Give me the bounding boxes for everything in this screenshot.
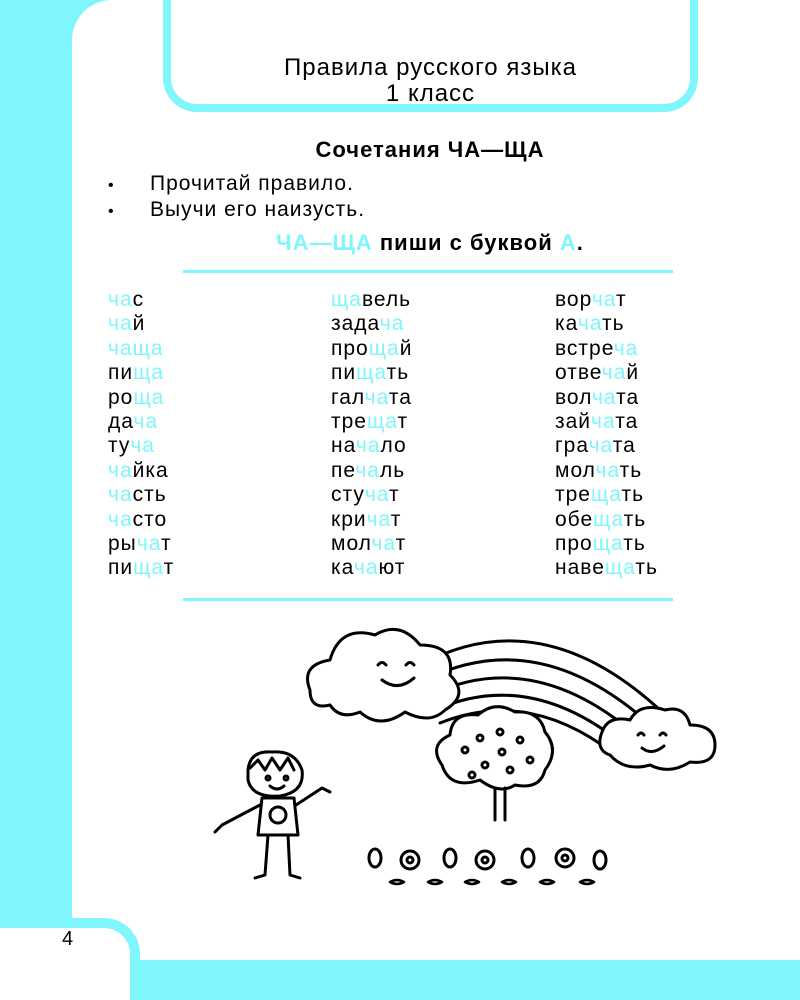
word-highlight: ща (592, 531, 624, 555)
word-part: мол (331, 531, 372, 555)
word-highlight: ща (593, 507, 624, 531)
instruction-item (108, 172, 354, 196)
word-part: обе (555, 507, 594, 531)
word-part: с (132, 288, 145, 311)
word-item (108, 556, 174, 580)
word-part: т (160, 531, 172, 555)
word-part: т (397, 409, 409, 433)
word-part: т (163, 556, 175, 580)
word-highlight: ча (364, 483, 390, 507)
word-part: ры (108, 531, 137, 555)
word-item (555, 483, 658, 507)
word-item (331, 483, 412, 507)
word-part: мол (555, 458, 596, 482)
word-part: на (331, 434, 356, 458)
word-highlight: ча (355, 458, 380, 482)
word-part: ть (602, 312, 625, 336)
word-item (331, 459, 412, 483)
word-item (108, 434, 174, 458)
word-highlight: ча (371, 531, 396, 555)
word-part: ть (619, 458, 643, 482)
word-item (108, 337, 174, 361)
word-item (555, 386, 658, 410)
word-highlight: ча (364, 385, 389, 409)
word-highlight: ча (108, 288, 133, 311)
word-highlight: ча (613, 336, 639, 360)
word-part: вель (361, 288, 412, 311)
bullet-icon: • (108, 177, 115, 194)
top-divider (183, 270, 673, 273)
word-part: ро (108, 385, 134, 409)
rule-text: пиши с буквой (372, 230, 560, 255)
word-part: отве (555, 361, 602, 385)
instruction-text: Выучи его наизусть. (150, 198, 366, 221)
word-highlight: ча (130, 434, 155, 458)
word-item (331, 508, 412, 532)
rule-heading: Сочетания ЧА—ЩА (315, 137, 545, 162)
word-part: ть (635, 556, 658, 580)
word-item (555, 556, 658, 580)
word-part: тре (331, 409, 367, 433)
word-part: т (389, 483, 400, 507)
word-part: та (615, 409, 639, 433)
word-item (108, 508, 174, 532)
word-highlight: ща (590, 483, 622, 507)
instruction-text: Прочитай правило. (150, 172, 354, 195)
word-part: про (555, 531, 593, 555)
word-part: гал (331, 385, 365, 409)
word-highlight: ча (108, 507, 133, 531)
word-item (555, 434, 658, 458)
word-part: гра (555, 434, 589, 458)
word-part: зада (331, 312, 380, 336)
word-highlight: ча (366, 507, 391, 531)
word-part: ть (621, 483, 645, 507)
flower-icon (369, 849, 606, 869)
word-item (108, 483, 174, 507)
smiling-cloud-icon (308, 629, 459, 721)
word-part: й (399, 336, 413, 360)
word-part: та (388, 385, 412, 409)
word-item (555, 288, 658, 312)
word-part: та (616, 385, 640, 409)
word-item (555, 337, 658, 361)
rule-end: . (576, 230, 584, 255)
word-highlight: ча (591, 385, 617, 409)
word-highlight: ча (108, 312, 133, 336)
word-item (108, 532, 174, 556)
word-part: т (395, 531, 407, 555)
illustration (210, 620, 730, 900)
word-item (555, 361, 658, 385)
rule-pair: ЧА—ЩА (276, 230, 373, 255)
word-highlight: ча (108, 458, 133, 482)
header-box (163, 0, 698, 112)
bottom-divider (183, 598, 673, 601)
word-part: сту (331, 483, 365, 507)
leaf-icon (390, 880, 594, 884)
word-part: зай (555, 409, 592, 433)
word-highlight: ща (331, 288, 362, 311)
word-highlight: ща (366, 409, 398, 433)
word-highlight: ча (588, 434, 613, 458)
word-item (555, 532, 658, 556)
word-item (331, 556, 412, 580)
word-item (331, 312, 412, 336)
word-part: пи (108, 556, 134, 580)
word-highlight: ща (604, 556, 636, 580)
word-column-1 (108, 288, 174, 581)
word-highlight: ща (133, 556, 164, 580)
word-part: ло (380, 434, 407, 458)
word-item (331, 288, 412, 312)
word-highlight: ча (591, 409, 616, 433)
page-number: 4 (62, 928, 74, 950)
word-part: й (626, 361, 640, 385)
word-part: ют (378, 556, 406, 580)
boy-icon (215, 752, 330, 878)
word-highlight: ча (591, 288, 616, 311)
word-part: т (390, 507, 402, 531)
word-part: встре (555, 336, 614, 360)
word-part: ть (623, 531, 646, 555)
word-item (108, 312, 174, 336)
word-part: наве (555, 556, 605, 580)
word-highlight: ча (577, 312, 603, 336)
word-part: ту (108, 434, 131, 458)
word-part: й (132, 312, 146, 336)
word-item (555, 459, 658, 483)
page-title: Правила русского языка (284, 54, 577, 81)
word-item (555, 312, 658, 336)
smiling-cloud-icon (600, 708, 715, 770)
word-item (331, 386, 412, 410)
word-highlight: ча (108, 483, 133, 507)
word-part: пи (108, 361, 134, 385)
word-part: про (331, 336, 369, 360)
word-item (108, 410, 174, 434)
word-highlight: ча (133, 409, 159, 433)
word-highlight: ча (353, 556, 379, 580)
instruction-item (108, 198, 365, 222)
word-part: ть (386, 361, 410, 385)
rule-statement (160, 230, 700, 256)
word-item (108, 288, 174, 312)
word-item (331, 337, 412, 361)
word-highlight: ча (379, 312, 405, 336)
word-part: пе (331, 458, 356, 482)
word-item (108, 361, 174, 385)
word-part: сто (132, 507, 168, 531)
tree-icon (437, 707, 553, 820)
word-part: ль (379, 458, 406, 482)
bullet-icon: • (108, 203, 115, 220)
word-highlight: ща (368, 336, 400, 360)
word-item (331, 361, 412, 385)
word-item (108, 386, 174, 410)
word-highlight: ча (136, 531, 161, 555)
word-part: кри (331, 507, 367, 531)
word-column-3 (555, 288, 658, 581)
word-item (555, 410, 658, 434)
word-highlight: ща (133, 361, 165, 385)
word-item (555, 508, 658, 532)
word-part: йка (132, 458, 169, 482)
word-highlight: ща (133, 385, 165, 409)
word-part: т (616, 288, 627, 311)
word-highlight: ча (355, 434, 381, 458)
word-part: вор (555, 288, 592, 311)
rule-letter: А (559, 230, 577, 255)
word-part: да (108, 409, 134, 433)
word-part: вол (555, 385, 592, 409)
word-highlight: ща (356, 361, 387, 385)
grade-label: 1 класс (385, 80, 476, 107)
word-item (331, 410, 412, 434)
word-highlight: ча (601, 361, 627, 385)
word-part: та (612, 434, 636, 458)
word-highlight: чаща (108, 336, 164, 360)
word-part: пи (331, 361, 357, 385)
word-item (108, 459, 174, 483)
word-column-2 (331, 288, 412, 581)
word-highlight: ча (595, 458, 620, 482)
word-item (331, 532, 412, 556)
word-part: ка (555, 312, 578, 336)
word-part: сть (132, 483, 167, 507)
word-part: тре (555, 483, 591, 507)
word-part: ть (623, 507, 647, 531)
word-part: ка (331, 556, 354, 580)
word-item (331, 434, 412, 458)
